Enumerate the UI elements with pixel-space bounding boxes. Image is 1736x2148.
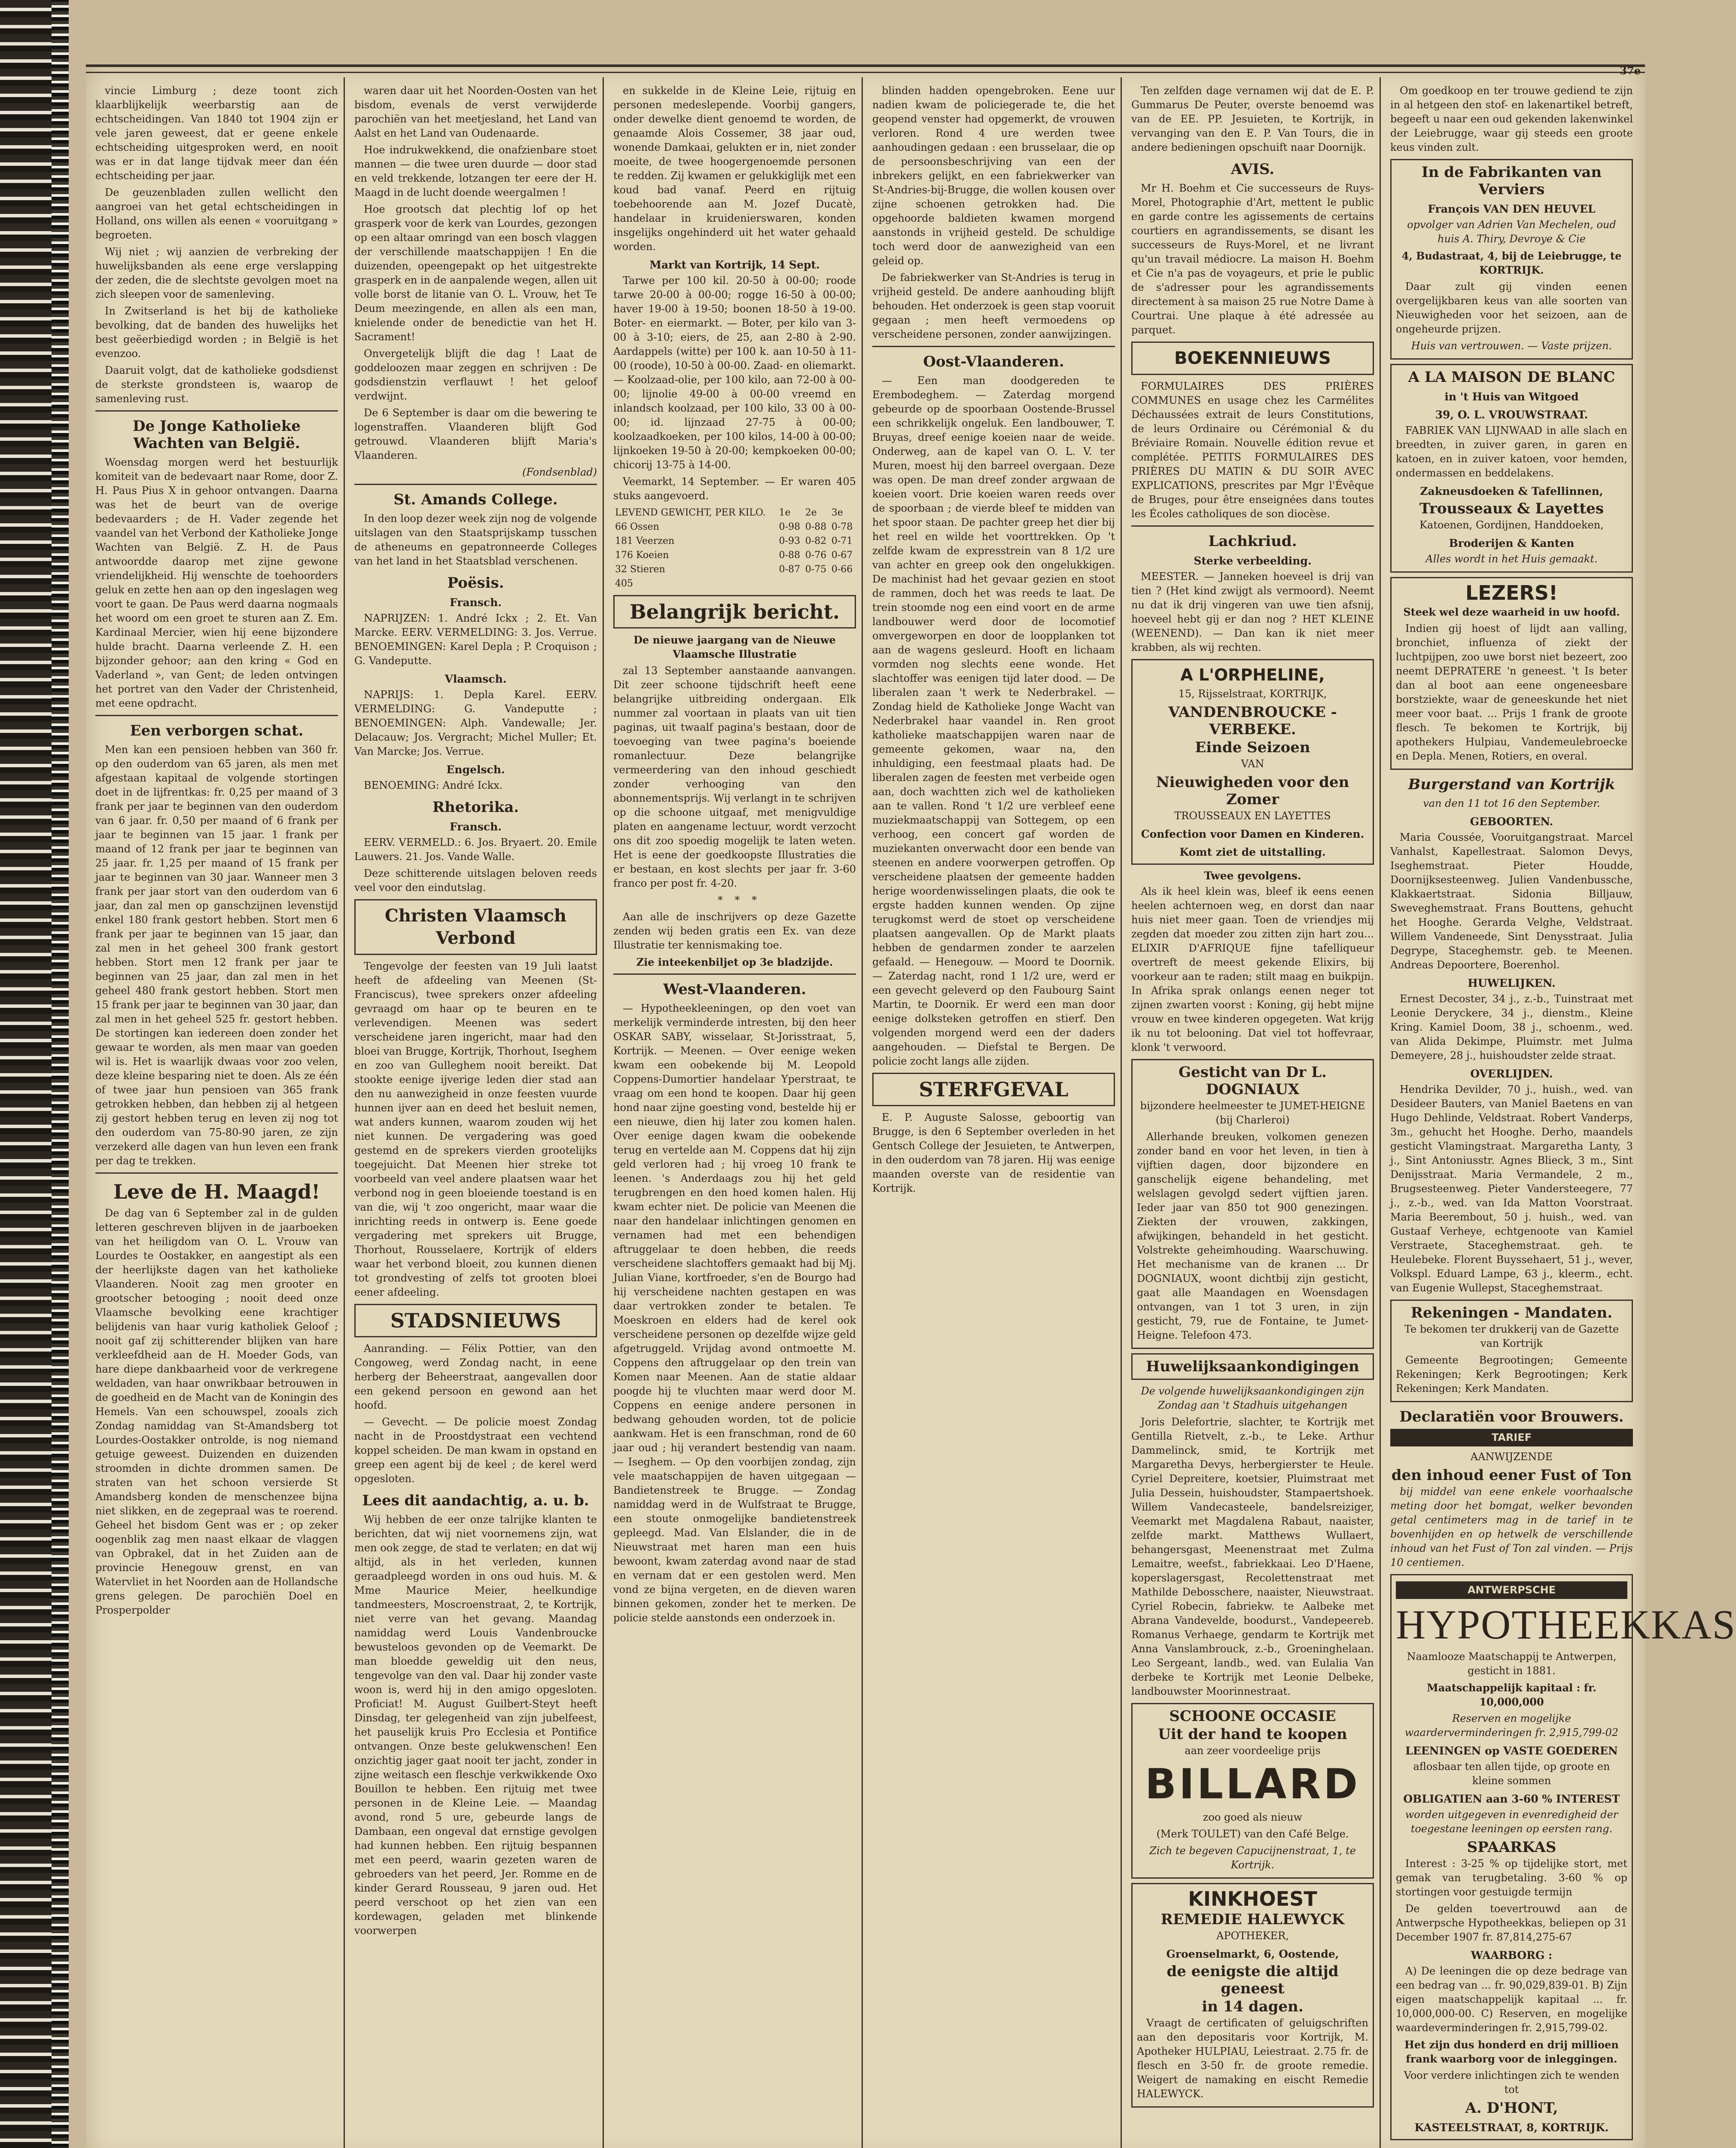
prize-list: BENOEMING: André Ickx. (364, 779, 503, 791)
folio-mark: 37e (1620, 64, 1641, 77)
headline-verborgen-schat: Een verborgen schat. (130, 722, 304, 739)
divider (95, 410, 338, 412)
table-cell: 1e (779, 507, 791, 518)
headline-west-vlaanderen: West-Vlaanderen. (663, 981, 807, 998)
column-rule (1380, 77, 1381, 2148)
ad-line: Nieuwigheden voor den Zomer (1156, 774, 1349, 808)
headline-box (354, 1304, 597, 1337)
article-text: Deze schitterende uitslagen beloven reeds veel voor den eindutslag. (354, 867, 597, 894)
newspaper-page (86, 64, 1736, 2148)
article-text: Als ik heel klein was, bleef ik eens eenen heelen achternoen weg, en dorst dan naar huis niet meer gaan. Toen de vriendjes mij zegden dat moeder zou zitten zijn hart zou... ELIXIR D'AFRIQUE fijne tafelliqueur overtreft de meest gekende Elixirs, bij voorkeur aan te raden; stilt maag en buikpijn. In Afrika sprak onlangs eenen neger tot zijnen zwarten voorst : Koning, gij hebt mijne vrouw en twee kinderen opgegeten. Wat krijg ik nu tot belooning. Dat viel tot hoffevraar, klonk 't verwoord. (1131, 885, 1374, 1053)
ad-title: Gesticht van Dr L. DOGNIAUX (1179, 1064, 1327, 1098)
ad-address: KASTEELSTRAAT, 8, KORTRIJK. (1414, 2121, 1609, 2134)
ad-line: Zich te begeven Capucijnenstraat, 1, te Kortrijk. (1149, 1845, 1356, 1871)
table-cell: 0-67 (831, 550, 853, 561)
table-cell: 0-82 (805, 536, 827, 546)
ad-line: Trousseaux & Layettes (1419, 500, 1604, 517)
ad-line: opvolger van Adrien Van Mechelen, oud huis A. Thiry, Devroye & Cie (1407, 219, 1616, 245)
article-text: Aanranding. — Félix Pottier, van den Congoweg, werd Zondag nacht, in eene herberg der Beheerstraat, aangevallen door een gekend persoon en gewond aan het hoofd. (354, 1342, 597, 1411)
article-text: Hendrika Devilder, 70 j., huish., wed. van Desideer Bauters, van Maniel Baetens en van Hugo Dehlinde, Veldstraat. Robert Vanderps, 3m., gehucht het Hooghe. Derho, maandels gesticht Vlamingstraat. Margaretha Lanty, 3 j., Sint Antoniusstr. Agnes Blieck, 3 m., Sint Denijsstraat. Maria Vermandele, 2 m., Brugsesteenweg. Pieter Vandersteegere, 77 j., z.-b., wed. van Ida Matton Voorstraat. Maria Beerembout, 50 j. huish., wed. van Gustaaf Verheye, echtgenoote van Kamiel Verstraete, Staceghemstraat. geh. te Heulebeke. Florent Buyssehaert, 51 j., wever, Volkspl. Eduard Lampe, 63 j., kleerm., echt. van Eugenie Wullepst, Staceghemstraat. (1390, 1083, 1633, 1294)
column-6 (1390, 84, 1736, 2148)
ad-line: Zakneusdoeken & Tafellinnen, (1420, 485, 1603, 497)
ad-line: aflosbaar ten allen tijde, op groote en kleine sommen (1413, 1761, 1610, 1787)
advertisement-dogniaux (1131, 1059, 1374, 1349)
ad-line: Het zijn dus honderd en drij millioen frank waarborg voor de inleggingen. (1404, 2038, 1619, 2065)
column-rule (344, 77, 345, 2148)
headline-markt: Markt van Kortrijk, 14 Sept. (649, 259, 820, 271)
headline-declaratien: Declaratiën voor Brouwers. (1399, 1408, 1624, 1425)
headline-sterfgeval: STERFGEVAL (919, 1078, 1069, 1101)
advertisement-hypotheekkas (1390, 1574, 1736, 2140)
advertisement-rekeningen (1390, 1300, 1633, 1402)
ad-text: FABRIEK VAN LIJNWAAD in alle slach en breedten, in zuiver garen, in garen en katoen, en in zuiver katoen, voor hemden, ondermassen en beddelakens. (1396, 424, 1627, 479)
ad-title: A LA MAISON DE BLANC (1408, 369, 1615, 386)
ad-line: zoo goed als nieuw (1203, 1811, 1303, 1823)
article-text: In Zwitserland is het bij de katholieke bevolking, dat de banden des huwelijks het best geëerbiedigd worden ; in België is het evenzoo. (95, 305, 338, 360)
headline-stadsnieuws: STADSNIEUWS (390, 1309, 561, 1332)
column-rule (862, 77, 863, 2148)
article-text: Wij niet ; wij aanzien de verbreking der huwelijksbanden als eene erge verslapping der zeden, die de slechtste gevolgen moet na zich sleepen voor de samenleving. (95, 246, 338, 300)
table-cell: LEVEND GEWICHT, PER KILO. (615, 507, 766, 518)
article-text: Maria Coussée, Vooruitgangstraat. Marcel Vanhalst, Kapellestraat. Salomon Devys, Iseghemstraat. Pieter Houdde, Doornijksesteenweg. Julien Vandenbussche, Klakkaertstraat. Sidonia Billjauw, Sweveghemstraat. Frans Bouttens, gehucht het Hooghe. Gerarda Velghe, Veldstraat. Willem Vandeneede, Sint Denysstraat. Julia Degrype, Staceghemstr. geb. te Meenen. Andreas Depoortere, Boerenhol. (1390, 831, 1633, 971)
table-cell: 0-76 (805, 550, 827, 561)
headline-box (613, 595, 856, 629)
table-row (613, 562, 856, 577)
divider (872, 346, 1115, 347)
ad-line: bijzondere heelmeester te JUMET-HEIGNE (bij Charleroi) (1140, 1100, 1365, 1126)
cattle-table (613, 506, 856, 591)
prize-list: NAPRIJS: 1. Depla Karel. EERV. VERMELDING: G. Vandeputte ; BENOEMINGEN: Alph. Vandewalle; Jer. Delacauw; Jos. Vergracht; Michel Muller; Et. Van Marcke; Jos. Verrue. (354, 689, 597, 757)
ad-line: Alles wordt in het Huis gemaakt. (1425, 553, 1598, 565)
ad-line: Naamlooze Maatschappij te Antwerpen, gesticht in 1881. (1407, 1651, 1617, 1677)
subsection-fransch: Fransch. (449, 821, 502, 833)
ad-text: Gemeente Begrootingen; Gemeente Rekeningen; Kerk Begrootingen; Kerk Rekeningen; Kerk Mandaten. (1396, 1354, 1627, 1394)
headline-st-amands: St. Amands College. (393, 491, 558, 508)
divider (354, 484, 597, 485)
article-text: Hoe indrukwekkend, die onafzienbare stoet mannen — die twee uren duurde — door stad en veld trekkende, lotzangen ter eere der H. Maagd in de lucht doende weergalmen ! (354, 144, 597, 198)
divider (95, 715, 338, 716)
ad-name: VANDENBROUCKE - VERBEKE. (1168, 704, 1337, 738)
headline-box (872, 1073, 1115, 1106)
headline-jonge-wachten: De Jonge Katholieke Wachten van België. (132, 418, 301, 452)
ad-line: Huis van vertrouwen. — Vaste prijzen. (1411, 340, 1612, 352)
article-subtitle: De nieuwe jaargang van de Nieuwe Vlaamsche Illustratie (633, 634, 836, 660)
divider (95, 1172, 338, 1174)
table-cell: 181 Veerzen (615, 536, 675, 546)
ad-name: A. D'HONT, (1465, 2099, 1558, 2117)
article-text: Daaruit volgt, dat de katholieke godsdienst de sterkste grondsteen is, waarop de samenleving rust. (95, 364, 338, 405)
ad-title: In de Fabrikanten van Verviers (1421, 164, 1602, 198)
ad-line: Groenselmarkt, 6, Oostende, (1166, 1948, 1339, 1960)
article-text: waren daar uit het Noorden-Oosten van het bisdom, evenals de verst verwijderde parochiën van het meetjesland, het Land van Aalst en het Land van Oudenaarde. (354, 85, 597, 139)
ad-text: Allerhande breuken, volkomen genezen zonder band en voor het leven, in tien à vijftien dagen, door bijzondere en ganschelijk eigene behandeling, met welslagen gevolgd sedert vijftien jaren. Ieder jaar van 850 tot 900 genezingen. Ziekten der vrouwen, zakkingen, afwijkingen, behandeld in het gesticht. Volstrekte geheimhouding. Waarschuwing. Het mechanisme van de kranen ... Dr DOGNIAUX, woont dichtbij zijn gesticht, gaat alle Maandagen en Woensdagen ontvangen, van 1 tot 3 uren, in zijn gesticht, 79, rue de Fontaine, te Jumet-Heigne. Telefoon 473. (1137, 1131, 1368, 1341)
article-text: De fabriekwerker van St-Andries is terug in vrijheid gesteld. De andere aanhouding blijft behouden. Het onderzoek is geen stap vooruit gegaan ; men heeft vermoedens op verscheidene personen, zonder aanwijzingen. (872, 272, 1115, 340)
ad-line: SPAARKAS (1467, 1839, 1556, 1856)
table-cell: 0-71 (831, 536, 853, 546)
ad-line: TROUSSEAUX EN LAYETTES (1174, 810, 1331, 822)
table-cell: 405 (615, 578, 633, 589)
headline-boekennieuws: BOEKENNIEUWS (1174, 348, 1331, 368)
ad-text: Vraagt de certificaten of geluigschriften aan den depositaris voor Kortrijk, M. Apotheker HULPIAU, Leiestraat. 2.75 fr. de flesch en 3-50 fr. de groote remedie. Weigert de namaking en eischt Remedie HALEWYCK. (1137, 2017, 1368, 2100)
ad-line: in 't Huis van Witgoed (1444, 391, 1579, 403)
article-text: Men kan een pensioen hebben van 360 fr. op den ouderdom van 65 jaren, als men met afgestaan kapitaal de volgende stortingen doet in de lijfrentkas: fr. 0,25 per maand of 3 frank per jaar te beginnen van den ouderdom van 6 jaar. fr. 0,50 per maand of 6 frank per jaar te beginnen van 15 jaar. 1 frank per maand of 12 frank per jaar te beginnen van 25 jaar. fr. 1,25 per maand of 15 frank per jaar te beginnen van 30 jaar. Wanneer men 3 frank per jaar stort van den ouderdom van 6 jaar, dan zal men op ganschzijnen levenstijd enkel 180 frank gestort hebben. Stort men 6 frank per jaar te beginnen van 15 jaar, dan zal men in het geheel 300 frank gestort hebben. Stort men 12 frank per jaar te beginnen van 25 jaar, dan zal men in het geheel 480 frank gestort hebben. Stort men 15 frank per jaar te beginnen van 30 jaar, dan zal men in het geheel 525 fr. gestort hebben. De stortingen kan iedereen doen zonder het gewaar te worden, als men maar van goeden wil is. Het is waarlijk dwaas voor zoo velen, deze kleine besparing niet te doen. Als ze één of twee jaar hun pensioen van 365 frank getrokken hebben, dan hebben zij al hetgeen zij gestort hebben terug en leven zij nog tot den ouderdom van 75-80-90 jaren, ze zijn verzekerd alle dagen van hun leven een frank per dag te trekken. (95, 744, 338, 1167)
article-text: — Gevecht. — De policie moest Zondag nacht in de Proostdystraat een vechtend koppel scheiden. De man kwam in opstand en greep een agent bij de keel ; de kerel werd opgesloten. (354, 1416, 597, 1485)
ad-text: Indien gij hoest of lijdt aan valling, bronchiet, influenza of ziekt der luchtpijpen, zoo uwe borst niet bezeert, zoo neemt DEPRATERE 'n geneest. 't Is beter dan al boot aan eene ongeneesbare borstziekte, waar de geneeskunde het niet meer voor baat. ... Prijs 1 frank de groote flesch. Te bekomen te Kortrijk, bij apothekers Hulpiau, Vandemeulebroecke en Depla. Menen, Rotiers, en overal. (1396, 622, 1627, 762)
subsection-vlaamsch: Vlaamsch. (445, 673, 507, 685)
ad-name: François VAN DEN HEUVEL (1428, 203, 1596, 215)
ad-line: Broderijen & Kanten (1449, 537, 1575, 549)
headline-box (354, 899, 597, 955)
ad-title: Rekeningen - Mandaten. (1410, 1304, 1613, 1321)
article-text: Om goedkoop en ter trouwe gediend te zijn in al hetgeen den stof- en lakenartikel betreft, begeeft u naar een oud gekenden lakenwinkel der Leiebrugge, waar gij steeds een groote keus vinden zult. (1390, 85, 1633, 153)
table-cell: 66 Ossen (615, 522, 659, 532)
headline-box (1131, 342, 1374, 375)
ad-line: APOTHEKER, (1216, 1930, 1289, 1942)
divider (613, 973, 856, 975)
article-subtitle: van den 11 tot 16 den September. (1423, 797, 1600, 809)
ad-line: in 14 dagen. (1202, 1998, 1304, 2015)
article-subtitle: Sterke verbeelding. (1194, 555, 1312, 567)
article-subtitle: De volgende huwelijksaankondigingen zijn Zondag aan 't Stadhuis uitgehangen (1141, 1385, 1364, 1411)
ad-line: OBLIGATIEN aan 3-60 % INTEREST (1403, 1793, 1620, 1805)
ad-line: REMEDIE HALEWYCK (1160, 1911, 1345, 1928)
headline-box (1131, 1353, 1374, 1380)
ad-line: aan zeer voordeelige prijs (1185, 1745, 1321, 1757)
ad-line: Uit der hand te koopen (1158, 1726, 1347, 1743)
article-text: Veemarkt, 14 September. — Er waren 405 stuks aangevoerd. (613, 476, 856, 502)
ad-line: AANWIJZENDE (1470, 1451, 1553, 1463)
binding-strip (0, 0, 69, 2148)
advertisement-verviers (1390, 159, 1633, 360)
article-text: Aan alle de inschrijvers op deze Gazette zenden wij beden gratis een Ex. van deze Illustratie ter kennismaking toe. (613, 911, 856, 951)
headline-oost-vlaanderen: Oost-Vlaanderen. (923, 353, 1064, 370)
table-row (613, 520, 856, 534)
section-huwelijken: HUWELIJKEN. (1468, 977, 1556, 989)
article-text: Ernest Decoster, 34 j., z.-b., Tuinstraat met Leonie Deryckere, 34 j., dienstm., Kleine Kring. Kamiel Doom, 38 j., schoenm., wed. van Alida Dekimpe, Pluimstr. met Julma Demeyere, 28 j., huishoudster zelde straat. (1390, 993, 1633, 1062)
article-text: De 6 September is daar om die bewering te logenstraffen. Vlaanderen blijft God getrouwd. Vlaanderen blijft Maria's Vlaanderen. (354, 407, 597, 461)
ornament: * * * (717, 894, 761, 906)
subsection-fransch: Fransch. (449, 596, 502, 609)
table-cell: 0-88 (779, 550, 801, 561)
ad-line: Einde Seizoen (1195, 739, 1310, 756)
article-note: Zie inteekenbiljet op 3e bladzijde. (636, 956, 833, 968)
column-5 (1131, 84, 1374, 2148)
ad-line: LEENINGEN op VASTE GOEDEREN (1405, 1745, 1618, 1757)
column-1 (95, 84, 338, 2148)
headline-burgerstand: Burgerstand van Kortrijk (1408, 776, 1615, 793)
advertisement-kinkhoest (1131, 1883, 1374, 2108)
ad-hypotheekkas: HYPOTHEEKKAS (1396, 1602, 1736, 1648)
ad-line: Reserven en mogelijke waarderverminderingen fr. 2,915,799-02 (1404, 1712, 1619, 1739)
column-4 (872, 84, 1115, 2148)
headline-aandacht: Lees dit aandachtig, a. u. b. (362, 1492, 589, 1509)
article-text: Tarwe per 100 kil. 20-50 à 00-00; roode tarwe 20-00 à 00-00; rogge 16-50 à 00-00; haver 19-00 à 19-50; boonen 18-50 à 19-00. Boter- en eiermarkt. — Boter, per kilo van 3-00 à 3-10; eiers, de 25, aan 2-80 à 2-90. Aardappels (witte) per 100 k. aan 10-50 à 11-00 (roode), 10-50 à 00-00. Zaad- en oliemarkt. — Koolzaad-olie, per 100 kilo, aan 72-00 à 00-00; lijnolie 49-00 à 00-00 vreemd en inlandsch koolzaad, per 100 kilo, 33 00 à 00-00; id. lijnzaad 27-75 à 00-00; koolzaadkoeken, per 100 kilos, 14-00 à 00-00; lijnkoeken 19-50 à 20-00; kempkoeken 00-00; chicorij 13-75 à 14-00. (613, 275, 856, 471)
divider (1131, 525, 1374, 527)
ad-line: de eenigste die altijd geneest (1166, 1963, 1339, 1997)
article-text: — Een man doodgereden te Erembodeghem. — Zaterdag morgend gebeurde op de spoorbaan Oostende-Brussel een schrikkelijk ongeluk. Een landbouwer, T. Bruyas, dreef eenige koeien naar de weide. Onderweg, aan de kapel van O. L. V. ter Muren, moest hij den barreel overgaan. Deze was open. De man dreef zonder argwaan de koeien voort. Drie koeien waren reeds over de spoorbaan ; de vierde bleef te midden van het spoor staan. De pachter greep het dier bij het reel en wilde het voorttrekken. Op 't zelfde kwam de expresstrein van 8 1/2 ure van achter en greep ook den ongelukkigen. De machinist had het gevaar gezien en stoot de rammen, doch het was reeds te laat. De trein stoomde nog een eind voort en de arme landbouwer werd door de locomotief omvergeworpen en door de loopplanken tot aan de wagens gesleurd. Hooft en lichaam vormden nog slechts eene wonde. Het slachtoffer was eenigen tijd later dood. — De liberalen zaan 't werk te Nederbrakel. — Zondag hield de Katholieke Jonge Wacht van Nederbrakel haar vaandel in. Ren groot katholieke maatschappijen waren naar de gemeente gekomen, waar na, den inhuldiging, een feestmaal plaats had. De liberalen zagen de feesten met verbeide ogen aan, doch wachtten zich wel de katholieken aan te vallen. Rond 't 1/2 ure verbleef eene muziekmaatschappij van Sottegem, op een verhoog, een concert gaf worden de muziekanten onverwacht door een bende van steenen en andere voorwerpen getroffen. Op verscheidene plaatsen der gemeente hadden herige woordenwisselingen plaats, die ook te ergste hadden kunnen wenden. Op zijne terugkomst werd de stoet op verscheidene plaatsen aangevallen. Op de Markt plaats hebben de gendarmen zonder te aarzelen gefaald. — Henegouw. — Moord te Doornik. — Zaterdag nacht, rond 1 1/2 ure, werd er een gevecht geleverd op den Faubourg Saint Martin, te Doornik. Er werd een man door eenige dolksteken getroffen en stierf. Den volgenden morgend werd een der daders aangehouden. — Diefstal te Bergen. De policie zocht langs alle zijden. (872, 375, 1115, 1067)
article-text: MEESTER. — Janneken hoeveel is drij van tien ? (Het kind zwijgt als vermoord). Neemt nu dat ik drij vingeren van uwe tien afsnij, hoeveel hebt gij er dan nog ? HET KLEINE (WEENEND). — Dan kan ik niet meer krabben, als wij rechten. (1131, 571, 1374, 653)
table-cell: 0-87 (779, 564, 801, 575)
ad-title: A L'ORPHELINE, (1180, 665, 1325, 684)
article-text: In den loop dezer week zijn nog de volgende uitslagen van den Staatsprijskamp tusschen de atheneums en gepatronneerde Colleges van het land in het Staatsblad verschenen. (354, 513, 597, 567)
article-text: vincie Limburg ; deze toont zich klaarblijkelijk weerbarstig aan de echtscheidingen. Van 1840 tot 1904 zijn er vele jaren geweest, dat er geene enkele echtscheiding uitgesproken werd, en nooit was er in dat lange tijdvak meer dan één echtscheiding per jaar. (95, 85, 338, 182)
table-cell: 0-88 (805, 522, 827, 532)
ad-text: De gelden toevertrouwd aan de Antwerpsche Hypotheekkas, beliepen op 31 December 1907 fr. 87,814,275-67 (1396, 1903, 1627, 1943)
headline-leve-maagd: Leve de H. Maagd! (113, 1180, 320, 1203)
subsection-engelsch: Engelsch. (446, 763, 505, 776)
section-geboorten: GEBOORTEN. (1470, 815, 1553, 828)
article-text: De dag van 6 September zal in de gulden letteren geschreven blijven in de jaarboeken van het heiligdom van O. L. Vrouw van Lourdes te Oostakker, en aangestipt als een der heerlijkste dagen van het katholieke Vlaanderen. Nooit zag men grooter en grootscher betooging ; nooit deed onze Vlaamsche bevolking eene krachtiger belijdenis van haar vurig katholiek Geloof ; nooit gaf zij schitterender blijken van hare verkleefdheid aan de H. Moeder Gods, van hare diepe dankbaarheid voor de verkregene weldaden, van haar onwrikbaar betrouwen in de goedheid en de Macht van de Koningin des Hemels. Van een schouwspel, zooals zich Zondag namiddag van St-Amandsberg tot Lourdes-Oostakker ontrolde, is nog niemand getuige geweest. Duizenden en duizenden stroomden in dichte drommen samen. De straten van het schoon versierde St Amandsberg konden de menschenzee bijna niet slikken, en de zegepraal was te roerend. Geheel het bisdom Gent was er ; op zeker oogenblik zag men naast elkaar de vlaggen van Opbrakel, dat in het Zuiden aan de provincie Henegouw grenst, en van Watervliet in het Noorden aan de Hollandsche grens gelegen. De parochiën Doel en Prosperpolder (95, 1207, 338, 1616)
section-overlijden: OVERLIJDEN. (1470, 1068, 1553, 1080)
ad-text: A) De leeningen die op deze bedrage van een bedrag van ... fr. 90,029,839-01. B) Zijn eigen maatschappelijk kapitaal ... fr. 10,000,000-00. C) Reserven, en mogelijke waardeverminderingen fr. 2,915,799-02. (1396, 1965, 1627, 2034)
article-text: De geuzenbladen zullen wellicht den aangroei van het getal echtscheidingen in Holland, ons willen als eenen « vooruitgang » begroeten. (95, 186, 338, 241)
advertisement-maison-blanc (1390, 364, 1633, 573)
table-row (613, 534, 856, 548)
ad-line: worden uitgegeven in evenredigheid der toegestane leeningen op eersten rang. (1405, 1809, 1618, 1835)
article-text: Tengevolge der feesten van 19 Juli laatst heeft de afdeeling van Meenen (St-Franciscus), twee sprekers onzer afdeeling gevraagd om haar op te beuren en te verlevendigen. Meenen was sedert verscheidene jaren ingericht, maar had den bloei van Brugge, Kortrijk, Thorhout, Iseghem en zoo van Gulleghem nooit bereikt. Dat stookte eenige ijverige leden dier stad aan den nu aanwezigheid in onze feesten vuurde hunnen ijver aan en deed het besluit nemen, wat anders kunnen, waarom zouden wij het niet kunnen. De vergadering was goed gestemd en de sprekers vierden grootelijks toegejuicht. Dat Meenen hier streke tot voorbeeld van veel andere plaatsen waar het verbond nog in geen bloeiende toestand is en van die, wij 't zoo ongericht, maar waar die inrichting reeds in ontwerp is. Eene goede vergadering met sprekers uit Brugge, Thorhout, Rousselaere, Kortrijk of elders waar het verbond bloeit, zou kunnen dienen tot grondvesting of zelfs tot grooten bloei eener afdeeling. (354, 960, 597, 1298)
ad-line: WAARBORG : (1471, 1949, 1553, 1962)
prize-list: EERV. VERMELD.: 6. Jos. Bryaert. 20. Emile Lauwers. 21. Jos. Vande Walle. (354, 836, 597, 863)
ad-line: den inhoud eener Fust of Ton (1391, 1467, 1632, 1484)
headline-twee-gevolgens: Twee gevolgens. (1204, 870, 1301, 882)
article-text: Woensdag morgen werd het bestuurlijk komiteit van de bedevaart naar Rome, door Z. H. Paus Pius X in gehoor ontvangen. Daarna was het de beurt van de overige bedevaarders ; de H. Vader zegende het vaandel van het Verbond der Katholieke Jonge Wachten van België. Z. H. de Paus antwoordde daarop met zijne gewone vriendelijkheid. Hij wenschte de toehoorders geluk en zette hen aan op den ingeslagen weg voort te gaan. De Paus werd daarna nogmaals het woord om een groet te sturen aan Z. Em. Kardinaal Mercier, wien hij eene bijzondere hulde bracht. Daarna verleende Z. H. een bijzonder gehoor; aan den kring « God en Vaderland », van Gent; de leden ontvingen het portret van den Vader der Christenheid, met eene opdracht. (95, 456, 338, 709)
article-text: blinden hadden opengebroken. Eene uur nadien kwam de policiegerade te, die het geopend venster had opgemerkt, de vrouwen verloren. Rond 4 ure werden twee aanhoudingen gedaan : een brusselaar, die op de persoonsbeschrijving van een der inbrekers gelijkt, en een fabriekwerker van St-Andries-bij-Brugge, die wollen kousen over zijne schoenen getrokken had. Die opgehoorde baldieten kwamen morgend aanstonds in vrijheid gesteld. De schuldige toch werd door de aanwezigheid van een geleid op. (872, 85, 1115, 267)
article-text: en sukkelde in de Kleine Leie, rijtuig en personen medeslepende. Voorbij gangers, onder dewelke dient genoemd te worden, de genaamde Alois Cossemer, 38 jaar oud, wonende Damkaai, gelukten er in, niet zonder moeite, de twee hoogergenoemde personen te redden. Zij kwamen er gelukkiglijk met een koud bad vanaf. Peerd en rijtuig toebehoorende aan M. Jozef Ducatè, handelaar in kruidenierswaren, konden insgelijks ongehinderd uit het water gehaald worden. (613, 85, 856, 253)
ad-banner: ANTWERPSCHE (1396, 1581, 1627, 1599)
ad-title: LEZERS! (1465, 581, 1558, 604)
table-row (613, 548, 856, 562)
article-text: Ten zelfden dage vernamen wij dat de E. P. Gummarus De Peuter, overste benoemd was van de EE. PP. Jesuieten, te Kortrijk, in vervanging van den E. P. Van Tours, die in andere bedieningen opschuift naar Doornijk. (1131, 85, 1374, 153)
table-header (613, 506, 856, 520)
table-cell: 0-75 (805, 564, 827, 575)
ad-line: Confection voor Damen en Kinderen. (1141, 828, 1364, 840)
table-cell: 32 Stieren (615, 564, 665, 575)
article-text: — Hypotheekleeningen, op den voet van merkelijk verminderde intresten, bij den heer OSKAR SABY, wisselaar, St-Jorisstraat, 5, Kortrijk. — Meenen. — Over eenige weken kwam een oobekende bij M. Leopold Coppens-Dumortier handelaar Yperstraat, te vraag om een hond te koopen. Daar hij geen hond naar zijne goesting vond, bestelde hij er een nieuwe, dien hij later zou komen halen. Over eenige dagen kwam die oobekende terug en vertelde aan M. Coppens dat hij zijn geld verloren had ; hij vroeg 10 frank te leenen. 's Anderdaags zou hij het geld terugbrengen en den hoed komen halen. Hij kwam echter niet. De policie van Meenen die naar den handelaar inlichtingen genomen en vernamen had met een behendigen aftruggelaar te doen hebben, die reeds verscheidene slachtoffers gemaakt had bij Mj. Julian Viane, kortfroeder, s'en de Bourgo had hij verscheidene nachten gestapen en was daar vertrokken zonder te betalen. Te Moeskroen en elders had de kerel ook verscheidene personen op dezelfde wijze geld afgetruggeld. Vrijdag avond ontmoette M. Coppens den aftruggelaar op den trein van Komen naar Meenen. Aan de statie aldaar poogde hij te vluchten maar werd door M. Coppens en eenige andere personen in bedwang gehouden worden, tot de policie aankwam. Het is een franschman, rond de 60 jaar oud ; hij verandert bestendig van naam. — Iseghem. — Op den voorbijen zondag, zijn vele maatschappijen de haven uitgegaan — Bandietenstreek te Brugge. — Zondag namiddag werd in de Wulfstraat te Brugge, een stoute onmogelijke bandietenstreek gepleegd. Mad. Van Elslander, die in de Nieuwstraat met haren man een huis bewoont, kwam zaterdag avond naar de stad en vernam dat er een gestolen werd. Men vond ze bijna vergeten, en de dieven waren binnen gekomen, zonder het te merken. De policie stelde aanstonds een onderzoek in. (613, 1002, 856, 1624)
column-3 (613, 84, 856, 2148)
ad-line: VAN (1241, 758, 1264, 770)
ad-text: Interest : 3-25 % op tijdelijke stort, met gemak van terugbetaling. 3-60 % op stortingen voor gestuigde termijn (1396, 1858, 1627, 1898)
table-cell: 3e (831, 507, 843, 518)
ad-title: KINKHOEST (1188, 1887, 1317, 1910)
section-poesis: Poësis. (447, 574, 504, 592)
table-row (613, 577, 856, 591)
ad-line: Steek wel deze waarheid in uw hoofd. (1403, 606, 1620, 618)
ad-line: Maatschappelijk kapitaal : fr. 10,000,000 (1427, 1681, 1596, 1708)
headline-belangrijk-bericht: Belangrijk bericht. (629, 600, 840, 623)
ad-text: Daar zult gij vinden eenen overgelijkbaren keus van alle soorten van Nieuwigheden voor het seizoen, aan de ongeheurde prijzen. (1396, 281, 1627, 335)
ad-address: 4, Budastraat, 4, bij de Leiebrugge, te KORTRIJK. (1401, 250, 1622, 276)
article-text: zal 13 September aanstaande aanvangen. Dit zeer schoone tijdschrift heeft eene belangrijke uitbreiding ondergaan. Elk nummer zal voortaan in plaats van uit tien paginas, uit twaalf pagina's bestaan, door de toevoeging van twee pagina's boeiende romanlectuur. Deze belangrijke vermeerdering van den inhoud geschiedt zonder verhooging van den abonnementsprijs. Wij verlangt in te schrijven op die schoone uitgaaf, met menigvuldige platen en aangename lectuur, wordt verzocht ons dit zoo spoedig mogelijk te laten weten. Het is eene der goedkoopste Illustraties die er bestaan, en kost slechts per jaar fr. 3-60 franco per post fr. 4-20. (613, 665, 856, 889)
advertisement-orpheline (1131, 659, 1374, 865)
ad-line: Te bekomen ter drukkerij van de Gazette van Kortrijk (1404, 1323, 1619, 1349)
headline-christen-verbond: Christen Vlaamsch Verbond (385, 906, 566, 948)
ad-line: Voor verdere inlichtingen zich te wenden tot (1404, 2069, 1620, 2096)
ad-address: 39, O. L. VROUWSTRAAT. (1435, 409, 1588, 421)
article-text: Mr H. Boehm et Cie successeurs de Ruys-Morel, Photographie d'Art, mettent le public en garde contre les agissements de certains courtiers en agrandissements, se disant les successeurs de Ruys-Morel, et ne livrant qu'un travail médiocre. La maison H. Boehm et Cie n'a pas de voyageurs, et prie le public de s'adresser pour les agrandissements directement à sa maison 25 rue Notre Dame à Courtrai. Une plaque à été adressée au parquet. (1131, 182, 1374, 336)
table-cell: 0-98 (779, 522, 801, 532)
ad-title: SCHOONE OCCASIE (1169, 1708, 1336, 1725)
column-rule (1121, 77, 1122, 2148)
prize-list: NAPRIJZEN: 1. André Ickx ; 2. Et. Van Marcke. EERV. VERMELDING: 3. Jos. Verrue. BENOEMINGEN: Karel Depla ; P. Croquison ; G. Vandeputte. (354, 612, 597, 667)
ad-billard: BILLARD (1145, 1760, 1361, 1808)
advertisement-billard (1131, 1703, 1374, 1879)
ad-text: bij middel van eene enkele voorhaalsche meting door het bomgat, welker bevonden getal centimeters mag in de tarief in te bovenhijden en op hetwelk de verschillende inhoud van het Fust of Ton zal vinden. — Prijs 10 centiemen. (1390, 1486, 1633, 1568)
article-text: Hoe grootsch dat plechtig lof op het grasperk voor de kerk van Lourdes, gezongen op een altaar omringd van een bosch vlaggen der verschillende maatschappijen ! En die duizenden, opeengepakt op het uitgestrekte grasperk en in de aanpalende wegen, allen uit volle borst de litanie van O. L. Vrouw, het Te Deum meezingende, en allen als een man, knielende onder de benedictie van het H. Sacrament! (354, 203, 597, 343)
column-2 (354, 84, 597, 2148)
headline-lachkruid: Lachkriud. (1208, 533, 1297, 550)
article-text: Onvergetelijk blijft die dag ! Laat de goddeloozen maar zeggen en schrijven : De godsdienstzin verflauwt ! het geloof verdwijnt. (354, 348, 597, 402)
ad-line: Komt ziet de uitstalling. (1179, 846, 1326, 858)
table-cell: 0-66 (831, 564, 853, 575)
table-cell: 176 Koeien (615, 550, 669, 561)
ad-line: (Merk TOULET) van den Café Belge. (1156, 1828, 1349, 1840)
headline-huwelijk: Huwelijksaankondigingen (1146, 1358, 1359, 1375)
ad-line: Katoenen, Gordijnen, Handdoeken, (1419, 519, 1604, 531)
source-credit: (Fondsenblad) (522, 466, 597, 478)
headline-avis: AVIS. (1230, 161, 1275, 178)
article-text: Wij hebben de eer onze talrijke klanten te berichten, dat wij niet voornemens zijn, wat men ook zegge, de stad te verlaten; en dat wij altijd, als in het verleden, kunnen geraadpleegd worden in ons oud huis. M. & Mme Maurice Meier, heelkundige tandmeesters, Moscroenstraat, 2, te Kortrijk, niet verre van het gevang. Maandag namiddag werd Louis Vandenbroucke bewusteloos gevonden op de Veemarkt. De man bloedde geweldig uit den neus, tengevolge van den val. Daar hij zonder vaste woon is, werd hij in den amigo opgesloten. Proficiat! M. August Guilbert-Steyt heeft Dinsdag, ter gelegenheid van zijn jubelfeest, het pauselijk kruis Pro Ecclesia et Pontifice ontvangen. Onze beste gelukwenschen! Een onzichtig jager gaat nooit ter jacht, zonder in zijne weitasch een fleschje verkwikkende Oxo Bouillon te hebben. Een rijtuig met twee personen in de Kleine Leie. — Maandag avond, rond 5 ure, gebeurde langs de Dambaan, een ongeval dat ernstige gevolgen had kunnen hebben. Een rijtuig bespannen met een peerd, waarin gezeten waren de gebroeders van het peerd, Jer. Romme en de kinder Gerard Rousseau, 9 jaren oud. Het peerd verschoot op het zien van een kordewagen, geladen met blinkende voorwerpen (354, 1513, 597, 1937)
article-text: E. P. Auguste Salosse, geboortig van Brugge, is den 6 September overleden in het Gentsch College der Jesuieten, te Antwerpen, in den ouderdom van 78 jaren. Hij was eenige maanden overste van de residentie van Kortrijk. (872, 1111, 1115, 1194)
advertisement-lezers (1390, 577, 1633, 770)
column-rule (603, 77, 604, 2148)
article-text: Joris Delefortrie, slachter, te Kortrijk met Gentilla Rietvelt, z.-b., te Leke. Arthur Dammelinck, smid, te Kortrijk met Margaretha Devys, herbergierster te Heule. Cyriel Depreitere, koetsier, Pluimstraat met Julia Dessein, huishoudster, Stampaertshoek. Willem Vandecasteele, bandelsreiziger, Veemarkt met Magdalena Rabaut, naaister, zelfde markt. Matthews Wullaert, behangersgast, Meenenstraat met Zulma Lemaitre, weefst., fabriekkaai. Leo D'Haene, koperslagersgast, Recolettenstraat met Mathilde Debosschere, naaister, Nieuwstraat. Cyriel Robecin, fabriekw. te Aalbeke met Abrana Vandevelde, boodurst., Vandepeereb. Romanus Verhaege, gendarm te Kortrijk met Anna Vanslambrouck, z.-b., Groeninghelaan. Leo Sergeant, landb., wed. van Eulalia Van derbeke te Kortrijk met Leonie Delbeke, landbouwster Moorinnestraat. (1131, 1416, 1374, 1697)
article-text: FORMULAIRES DES PRIÈRES COMMUNES en usage chez les Carmélites Déchaussées extrait de leurs Constitutions, de leurs Ordinaire ou Cérémonial & du Bréviaire Romain. Nouvelle édition revue et complétée. PETITS FORMULAIRES DES PRIÈRES DU MATIN & DU SOIR AVEC EXPLICATIONS, prescrites par Mgr l'Évêque de Bruges, pour être enseignées dans toutes les Écoles catholiques de son diocèse. (1131, 380, 1374, 520)
table-cell: 0-78 (831, 522, 853, 532)
section-rhetorika: Rhetorika. (432, 799, 519, 816)
table-cell: 0-93 (779, 536, 801, 546)
tarief-banner: TARIEF (1390, 1429, 1633, 1446)
ad-address: 15, Rijsselstraat, KORTRIJK, (1178, 688, 1327, 700)
table-cell: 2e (805, 507, 817, 518)
